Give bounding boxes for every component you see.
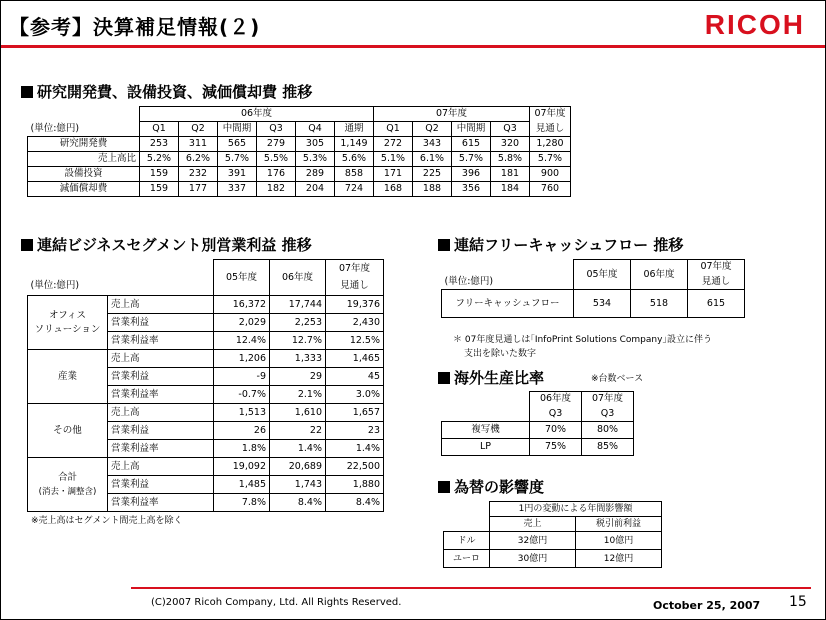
fx-data-row: [444, 550, 662, 568]
forecast-header-line1: 07年度: [530, 107, 571, 122]
fy06-group-header: 06年度: [140, 107, 374, 122]
value-cell: 177: [179, 182, 218, 197]
value-cell: 1.8%: [214, 440, 270, 458]
column-header: 中間期: [452, 122, 491, 137]
value-cell: 22: [270, 422, 326, 440]
value-cell: 12.4%: [214, 332, 270, 350]
fx-heading-text: 為替の影響度: [454, 478, 545, 496]
row-label: 設備投資: [28, 167, 140, 182]
value-cell: 272: [374, 137, 413, 152]
bullet-square-icon: [438, 239, 450, 251]
segment-name: [28, 350, 108, 404]
column-header: 05年度: [574, 260, 631, 290]
segment-name: [28, 404, 108, 458]
value-cell: 80%: [582, 422, 634, 439]
fcf-section-heading: [438, 234, 683, 255]
value-cell: 2,253: [270, 314, 326, 332]
column-header: Q1: [140, 122, 179, 137]
corner-cell: [442, 260, 574, 275]
value-cell: -9: [214, 368, 270, 386]
value-cell: 184: [491, 182, 530, 197]
forecast-header-line2: 見通し: [688, 275, 745, 290]
column-header-line2: Q3: [530, 407, 582, 422]
value-cell: 85%: [582, 439, 634, 456]
value-cell: 1,206: [214, 350, 270, 368]
value-cell: 225: [413, 167, 452, 182]
value-cell: 858: [335, 167, 374, 182]
rd-capex-table: [27, 106, 571, 197]
segment-name-line2: (消去・調整含): [38, 486, 97, 497]
value-cell: 171: [374, 167, 413, 182]
value-cell: 22,500: [326, 458, 384, 476]
metric-label: 営業利益: [108, 422, 214, 440]
value-cell: 159: [140, 182, 179, 197]
fx-header-row-1: [444, 502, 662, 517]
metric-label: 売上高: [108, 296, 214, 314]
value-cell: 12.7%: [270, 332, 326, 350]
value-cell: 5.2%: [140, 152, 179, 167]
value-cell: 23: [326, 422, 384, 440]
value-cell: 1,610: [270, 404, 326, 422]
metric-label: 営業利益: [108, 368, 214, 386]
forecast-header-line1: 07年度: [326, 260, 384, 278]
value-cell: 26: [214, 422, 270, 440]
bullet-square-icon: [21, 239, 33, 251]
page-number: 15: [789, 594, 807, 610]
value-cell: 75%: [530, 439, 582, 456]
value-cell: 16,372: [214, 296, 270, 314]
row-label: 研究開発費: [28, 137, 140, 152]
value-cell: 396: [452, 167, 491, 182]
rd-data-row: [28, 152, 571, 167]
column-header: Q1: [374, 122, 413, 137]
column-header: Q2: [179, 122, 218, 137]
column-header: 06年度: [631, 260, 688, 290]
value-cell: 7.8%: [214, 494, 270, 512]
value-cell: 343: [413, 137, 452, 152]
value-cell: 518: [631, 290, 688, 318]
footer-divider: [131, 587, 811, 589]
value-cell: 724: [335, 182, 374, 197]
value-cell: 1.4%: [270, 440, 326, 458]
metric-label: 営業利益: [108, 314, 214, 332]
value-cell: 8.4%: [326, 494, 384, 512]
seg-heading-text: 連結ビジネスセグメント別営業利益 推移: [37, 236, 312, 254]
segment-row: [28, 458, 384, 476]
value-cell: 12億円: [576, 550, 662, 568]
segment-profit-table: [27, 259, 384, 512]
value-cell: 279: [257, 137, 296, 152]
value-cell: 5.7%: [218, 152, 257, 167]
rd-data-row: [28, 182, 571, 197]
value-cell: 232: [179, 167, 218, 182]
forecast-header-line1: 07年度: [688, 260, 745, 275]
overseas-data-row: [442, 422, 634, 439]
fx-section-heading: [438, 476, 544, 497]
value-cell: 5.6%: [335, 152, 374, 167]
corner-cell: [442, 407, 530, 422]
value-cell: 8.4%: [270, 494, 326, 512]
rd-heading-text: 研究開発費、設備投資、減価償却費 推移: [37, 83, 313, 101]
value-cell: 1,333: [270, 350, 326, 368]
header-divider: [1, 45, 826, 48]
value-cell: 181: [491, 167, 530, 182]
corner-cell: [444, 517, 490, 532]
forecast-header-line2: 見通し: [326, 278, 384, 296]
corner-cell: [28, 107, 140, 122]
metric-label: 営業利益率: [108, 440, 214, 458]
rd-data-row: [28, 137, 571, 152]
metric-label: 売上高: [108, 350, 214, 368]
fcf-data-row: [442, 290, 745, 318]
value-cell: 1,657: [326, 404, 384, 422]
value-cell: 159: [140, 167, 179, 182]
column-header: 売上: [490, 517, 576, 532]
value-cell: 70%: [530, 422, 582, 439]
value-cell: 6.1%: [413, 152, 452, 167]
column-header: Q2: [413, 122, 452, 137]
column-header-line1: 06年度: [530, 392, 582, 407]
seg-header-row-2: [28, 278, 384, 296]
value-cell: 356: [452, 182, 491, 197]
value-cell: 1,465: [326, 350, 384, 368]
value-cell: 2,029: [214, 314, 270, 332]
value-cell: -0.7%: [214, 386, 270, 404]
value-cell: 2,430: [326, 314, 384, 332]
overseas-data-row: [442, 439, 634, 456]
rd-column-header-row: [28, 122, 571, 137]
value-cell: 305: [296, 137, 335, 152]
value-cell: 320: [491, 137, 530, 152]
metric-label: 売上高: [108, 458, 214, 476]
column-header: Q3: [491, 122, 530, 137]
row-label: 減価償却費: [28, 182, 140, 197]
metric-label: 営業利益率: [108, 386, 214, 404]
value-cell: 5.7%: [530, 152, 571, 167]
segment-row: [28, 404, 384, 422]
value-cell: 1,743: [270, 476, 326, 494]
value-cell: 1,280: [530, 137, 571, 152]
rd-year-header-row: [28, 107, 571, 122]
column-header: 中間期: [218, 122, 257, 137]
fcf-table: [441, 259, 745, 318]
value-cell: 5.7%: [452, 152, 491, 167]
corner-cell: [28, 260, 108, 278]
segment-note: ※売上高はセグメント間売上高を除く: [31, 516, 183, 526]
bullet-square-icon: [21, 86, 33, 98]
column-header-line2: Q3: [582, 407, 634, 422]
unit-label: (単位:億円): [30, 280, 80, 292]
value-cell: 1,880: [326, 476, 384, 494]
rd-section-heading: [21, 81, 312, 102]
value-cell: 534: [574, 290, 631, 318]
seg-section-heading: [21, 234, 312, 255]
value-cell: 3.0%: [326, 386, 384, 404]
fcf-heading-text: 連結フリーキャッシュフロー 推移: [454, 236, 684, 254]
row-label: ユーロ: [444, 550, 490, 568]
value-cell: 1,485: [214, 476, 270, 494]
overseas-section-heading: [438, 367, 544, 388]
unit-label: (単位:億円): [442, 275, 574, 290]
value-cell: 10億円: [576, 532, 662, 550]
fx-top-header: 1円の変動による年間影響額: [490, 502, 662, 517]
seg-header-row-1: [28, 260, 384, 278]
bullet-square-icon: [438, 481, 450, 493]
column-header: 06年度: [270, 260, 326, 296]
fcf-note-line2: 支出を除いた数字: [464, 349, 537, 359]
value-cell: 45: [326, 368, 384, 386]
metric-label: 売上高: [108, 404, 214, 422]
value-cell: 391: [218, 167, 257, 182]
row-label: 売上高比: [28, 152, 140, 167]
value-cell: 1.4%: [326, 440, 384, 458]
corner-cell: [442, 392, 530, 407]
value-cell: 188: [413, 182, 452, 197]
value-cell: 760: [530, 182, 571, 197]
value-cell: 12.5%: [326, 332, 384, 350]
copyright: (C)2007 Ricoh Company, Ltd. All Rights Reserved.: [151, 597, 402, 608]
value-cell: 1,513: [214, 404, 270, 422]
column-header: 通期: [335, 122, 374, 137]
row-label: 複写機: [442, 422, 530, 439]
value-cell: 5.5%: [257, 152, 296, 167]
overseas-production-table: [441, 391, 634, 456]
value-cell: 176: [257, 167, 296, 182]
row-label: LP: [442, 439, 530, 456]
segment-name-line1: オフィス: [49, 309, 86, 321]
value-cell: 2.1%: [270, 386, 326, 404]
value-cell: 168: [374, 182, 413, 197]
corner-cell: [108, 260, 214, 278]
value-cell: 615: [688, 290, 745, 318]
value-cell: 5.8%: [491, 152, 530, 167]
segment-name: [28, 458, 108, 512]
fcf-note-line1: ＊ 07年度見通しは｢InfoPrint Solutions Company｣設立に伴う: [453, 335, 712, 345]
row-label: ドル: [444, 532, 490, 550]
value-cell: 289: [296, 167, 335, 182]
column-header-line1: 07年度: [582, 392, 634, 407]
metric-label: 営業利益率: [108, 332, 214, 350]
value-cell: 19,376: [326, 296, 384, 314]
metric-label: 営業利益率: [108, 494, 214, 512]
bullet-square-icon: [438, 372, 450, 384]
column-header: 税引前利益: [576, 517, 662, 532]
value-cell: 565: [218, 137, 257, 152]
fx-data-row: [444, 532, 662, 550]
presentation-date: October 25, 2007: [653, 599, 761, 612]
fy07-group-header: 07年度: [374, 107, 530, 122]
value-cell: 5.3%: [296, 152, 335, 167]
unit-label: (単位:億円): [30, 122, 80, 134]
value-cell: 5.1%: [374, 152, 413, 167]
value-cell: 182: [257, 182, 296, 197]
value-cell: 20,689: [270, 458, 326, 476]
value-cell: 253: [140, 137, 179, 152]
value-cell: 29: [270, 368, 326, 386]
fx-header-row-2: [444, 517, 662, 532]
row-label: フリーキャッシュフロー: [442, 290, 574, 318]
column-header: Q4: [296, 122, 335, 137]
corner-cell: [444, 502, 490, 517]
overseas-header-row-1: [442, 392, 634, 407]
ricoh-logo: RICOH: [704, 9, 805, 40]
fx-impact-table: [443, 501, 662, 568]
segment-name: [28, 296, 108, 350]
value-cell: 900: [530, 167, 571, 182]
overseas-basis-note: ※台数ベース: [591, 374, 644, 384]
value-cell: 30億円: [490, 550, 576, 568]
segment-name-line2: ソリューション: [34, 323, 101, 335]
value-cell: 1,149: [335, 137, 374, 152]
value-cell: 311: [179, 137, 218, 152]
rd-data-row: [28, 167, 571, 182]
segment-row: [28, 296, 384, 314]
overseas-header-row-2: [442, 407, 634, 422]
column-header: 05年度: [214, 260, 270, 296]
page-title: 【参考】決算補足情報(２): [9, 15, 261, 39]
value-cell: 337: [218, 182, 257, 197]
value-cell: 6.2%: [179, 152, 218, 167]
metric-label: 営業利益: [108, 476, 214, 494]
fcf-header-row-1: [442, 260, 745, 275]
overseas-heading-text: 海外生産比率: [454, 369, 545, 387]
value-cell: 19,092: [214, 458, 270, 476]
value-cell: 17,744: [270, 296, 326, 314]
segment-name-line1: 産業: [57, 370, 77, 382]
value-cell: 32億円: [490, 532, 576, 550]
segment-name-line1: その他: [53, 424, 82, 436]
column-header: Q3: [257, 122, 296, 137]
segment-name-line1: 合計: [57, 471, 77, 483]
segment-row: [28, 350, 384, 368]
forecast-header-line2: 見通し: [530, 122, 571, 137]
value-cell: 204: [296, 182, 335, 197]
value-cell: 615: [452, 137, 491, 152]
